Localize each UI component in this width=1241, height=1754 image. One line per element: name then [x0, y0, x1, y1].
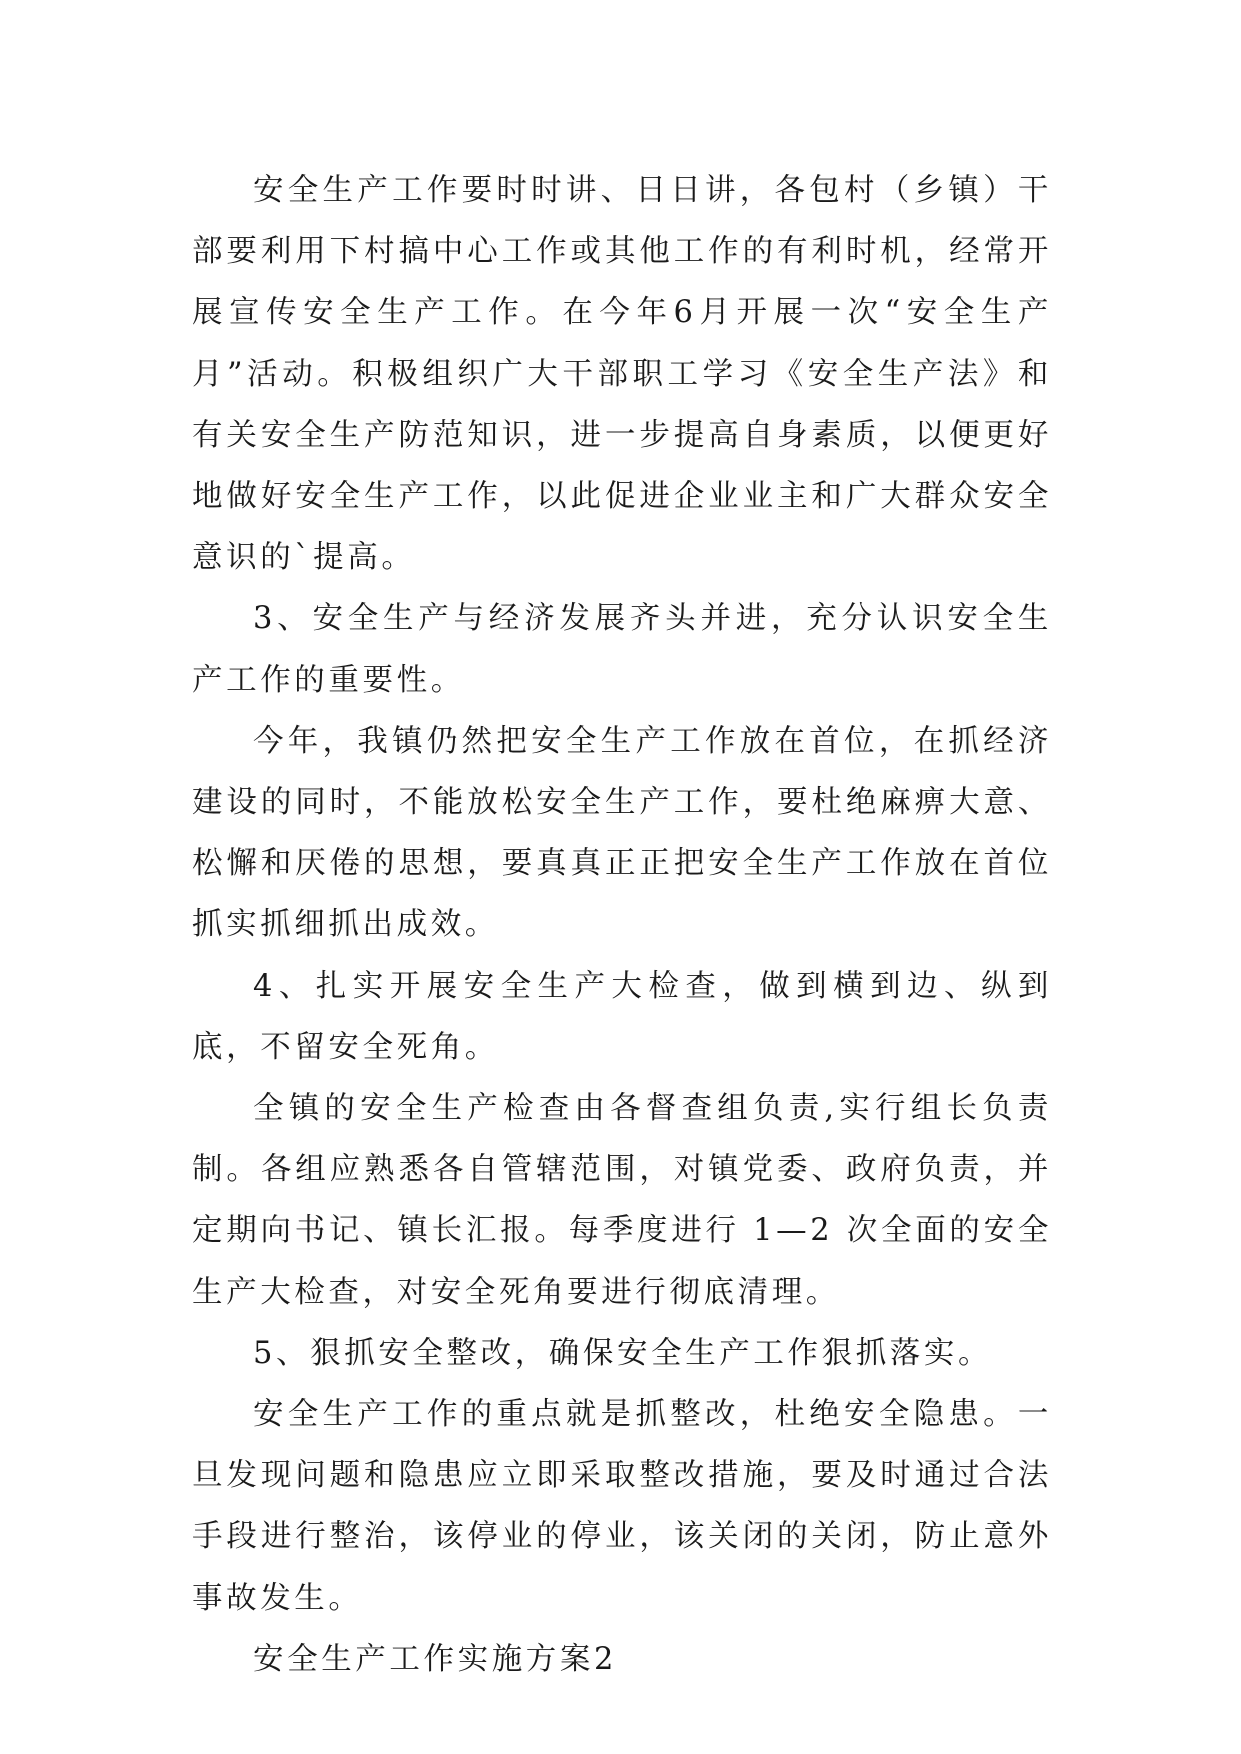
heading-item-4: 4、扎实开展安全生产大检查，做到横到边、纵到底，不留安全死角。: [192, 968, 1052, 1065]
paragraph-safety-publicity: 安全生产工作要时时讲、日日讲，各包村（乡镇）干部要利用下村搞中心工作或其他工作的有利时机，经常开展宣传安全生产工作。在今年6月开展一次“安全生产月”活动。积极组织广大干部职工学习《安全生产法》和有关安全生产防范知识，进一步提高自身素质，以便更好地做好安全生产工作，以此促进企业业主和广大群众安全意识的`提高。: [192, 173, 1052, 576]
paragraph-priority: 今年，我镇仍然把安全生产工作放在首位，在抓经济建设的同时，不能放松安全生产工作，要杜绝麻痹大意、松懈和厌倦的思想，要真真正正把安全生产工作放在首位抓实抓细抓出成效。: [192, 723, 1052, 943]
paragraph-rectification: 安全生产工作的重点就是抓整改，杜绝安全隐患。一旦发现问题和隐患应立即采取整改措施，要及时通过合法手段进行整治，该停业的停业，该关闭的关闭，防止意外事故发生。: [192, 1397, 1052, 1616]
heading-item-3: 3、安全生产与经济发展齐头并进，充分认识安全生产工作的重要性。: [192, 601, 1052, 698]
document-body: [192, 160, 1052, 1690]
heading-item-5: 5、狠抓安全整改，确保安全生产工作狠抓落实。: [253, 1335, 993, 1371]
section-title: 安全生产工作实施方案2: [253, 1641, 618, 1677]
paragraph-inspection: 全镇的安全生产检查由各督查组负责,实行组长负责制。各组应熟悉各自管辖范围，对镇党委、政府负责，并定期向书记、镇长汇报。每季度进行 1—2 次全面的安全生产大检查，对安全死角要进行彻底清理。: [192, 1091, 1052, 1310]
